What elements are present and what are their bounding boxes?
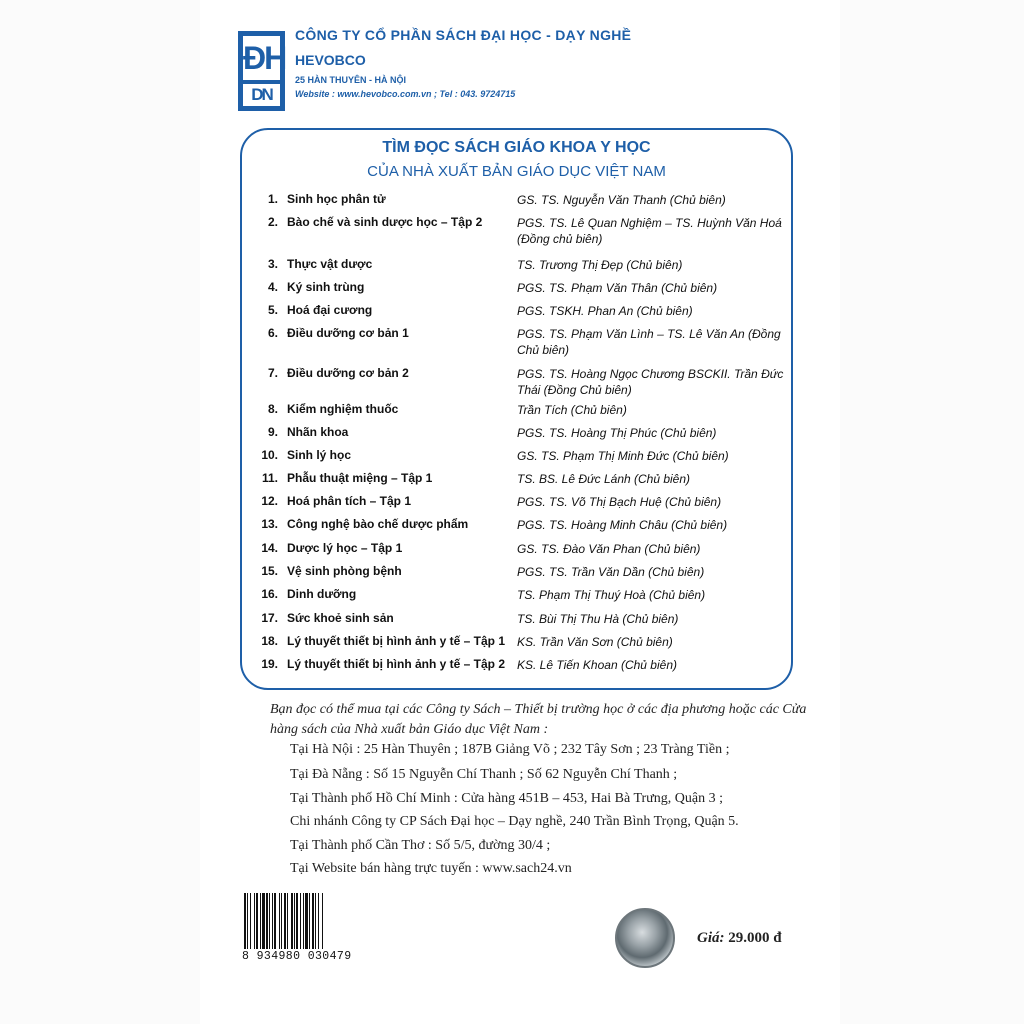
book-list-item [0,494,1024,516]
book-title: Sinh học phân tử [287,192,386,206]
publisher-name: CÔNG TY CỔ PHẦN SÁCH ĐẠI HỌC - DẠY NGHỀ [295,27,632,43]
book-list-item [0,215,1024,246]
logo-top-letters: ĐH [243,36,280,80]
book-number: 17. [261,611,278,625]
book-number: 19. [261,657,278,671]
book-list-item [0,303,1024,325]
book-list-item [0,657,1024,679]
book-number: 7. [267,366,278,380]
book-number: 15. [261,564,278,578]
book-list-item [0,634,1024,656]
book-author: PGS. TSKH. Phan An (Chủ biên) [517,304,693,318]
book-title: Sinh lý học [287,448,352,462]
book-list-item [0,471,1024,493]
book-title: Dược lý học – Tập 1 [287,541,403,555]
book-number: 9. [267,425,278,439]
book-author: GS. TS. Phạm Thị Minh Đức (Chủ biên) [517,449,729,463]
barcode-digits: 8 934980 030479 [242,950,352,963]
book-list-subtitle: CỦA NHÀ XUẤT BẢN GIÁO DỤC VIỆT NAM [367,163,666,180]
book-title: Vệ sinh phòng bệnh [287,564,402,578]
book-list-item [0,425,1024,447]
book-list-item [0,402,1024,424]
book-title: Ký sinh trùng [287,280,365,294]
book-list-item [0,564,1024,586]
book-author: TS. Trương Thị Đẹp (Chủ biên) [517,258,683,272]
book-title: Điều dưỡng cơ bản 2 [287,366,409,380]
book-title: Nhãn khoa [287,425,349,439]
publisher-address: 25 HÀN THUYÊN - HÀ NỘI [295,75,407,85]
book-number: 12. [261,494,278,508]
book-title: Bào chế và sinh dược học – Tập 2 [287,215,483,229]
purchase-intro: Bạn đọc có thể mua tại các Công ty Sách – Thiết bị trường học ở các địa phương hoặc các Cửa hàng sách của Nhà xuất bản Giáo dục Việt Nam : [270,702,807,737]
book-list-item [0,541,1024,563]
price-label: Giá: [697,930,725,946]
book-title: Hoá đại cương [287,303,373,317]
book-list-item [0,366,1024,397]
logo-bottom-letters: DN [243,84,280,106]
book-number: 14. [261,541,278,555]
book-number: 10. [261,448,278,462]
book-author: Trần Tích (Chủ biên) [517,403,627,417]
book-list-item [0,517,1024,539]
book-author: PGS. TS. Hoàng Thị Phúc (Chủ biên) [517,426,717,440]
book-title: Thực vật dược [287,257,373,271]
price-value: 29.000 đ [728,930,782,946]
purchase-location-line: Tại Đà Nẵng : Số 15 Nguyễn Chí Thanh ; Số 62 Nguyễn Chí Thanh ; [290,767,678,782]
purchase-location-line: Tại Thành phố Hồ Chí Minh : Cửa hàng 451B – 453, Hai Bà Trưng, Quận 3 ; [290,791,723,806]
book-list-item [0,587,1024,609]
book-title: Lý thuyết thiết bị hình ảnh y tế – Tập 2 [287,657,506,671]
book-title: Lý thuyết thiết bị hình ảnh y tế – Tập 1 [287,634,506,648]
book-author: PGS. TS. Hoàng Ngọc Chương BSCKII. Trần Đức Thái (Đồng Chủ biên) [517,367,784,397]
book-list-item [0,192,1024,214]
book-author: TS. Bùi Thị Thu Hà (Chủ biên) [517,612,679,626]
book-author: PGS. TS. Phạm Văn Thân (Chủ biên) [517,281,718,295]
book-list-item [0,448,1024,470]
book-list-title: TÌM ĐỌC SÁCH GIÁO KHOA Y HỌC [382,139,651,156]
book-author: TS. Phạm Thị Thuý Hoà (Chủ biên) [517,588,706,602]
book-title: Công nghệ bào chế dược phẩm [287,517,469,531]
purchase-location-line: Tại Hà Nội : 25 Hàn Thuyên ; 187B Giảng Võ ; 232 Tây Sơn ; 23 Tràng Tiền ; [290,742,730,757]
book-number: 1. [267,192,278,206]
book-author: PGS. TS. Trần Văn Dần (Chủ biên) [517,565,705,579]
book-title: Phẫu thuật miệng – Tập 1 [287,471,433,485]
book-author: PGS. TS. Lê Quan Nghiệm – TS. Huỳnh Văn Hoá (Đồng chủ biên) [517,216,782,246]
book-number: 6. [267,326,278,340]
book-author: KS. Lê Tiến Khoan (Chủ biên) [517,658,677,672]
price [697,930,782,947]
book-number: 5. [267,303,278,317]
publisher-website-line: Website : www.hevobco.com.vn ; Tel : 043. 9724715 [295,89,516,99]
book-title: Kiểm nghiệm thuốc [287,402,399,416]
purchase-location-line: Chi nhánh Công ty CP Sách Đại học – Dạy nghề, 240 Trần Bình Trọng, Quận 5. [290,814,739,829]
publisher-logo [238,31,285,111]
book-number: 3. [267,257,278,271]
book-author: PGS. TS. Hoàng Minh Châu (Chủ biên) [517,518,728,532]
book-list-item [0,257,1024,279]
book-number: 18. [261,634,278,648]
book-number: 2. [267,215,278,229]
book-number: 16. [261,587,278,601]
book-title: Sức khoẻ sinh sản [287,611,394,625]
book-number: 11. [261,471,278,485]
book-author: GS. TS. Đào Văn Phan (Chủ biên) [517,542,701,556]
book-number: 8. [267,402,278,416]
book-author: GS. TS. Nguyễn Văn Thanh (Chủ biên) [517,193,726,207]
barcode [242,893,370,949]
book-author: KS. Trần Văn Sơn (Chủ biên) [517,635,673,649]
hologram-seal [615,908,675,968]
book-number: 13. [261,517,278,531]
book-number: 4. [267,280,278,294]
book-title: Hoá phân tích – Tập 1 [287,494,412,508]
purchase-location-line: Tại Thành phố Cần Thơ : Số 5/5, đường 30/4 ; [290,838,551,853]
book-author: PGS. TS. Võ Thị Bạch Huệ (Chủ biên) [517,495,722,509]
purchase-location-line: Tại Website bán hàng trực tuyến : www.sach24.vn [290,861,572,876]
book-author: PGS. TS. Phạm Văn Lình – TS. Lê Văn An (Đồng Chủ biên) [517,327,781,357]
book-list-item [0,326,1024,357]
book-title: Điều dưỡng cơ bản 1 [287,326,409,340]
book-list-item [0,611,1024,633]
book-list-item [0,280,1024,302]
book-title: Dinh dưỡng [287,587,357,601]
book-author: TS. BS. Lê Đức Lánh (Chủ biên) [517,472,691,486]
publisher-short-name: HEVOBCO [295,52,366,68]
